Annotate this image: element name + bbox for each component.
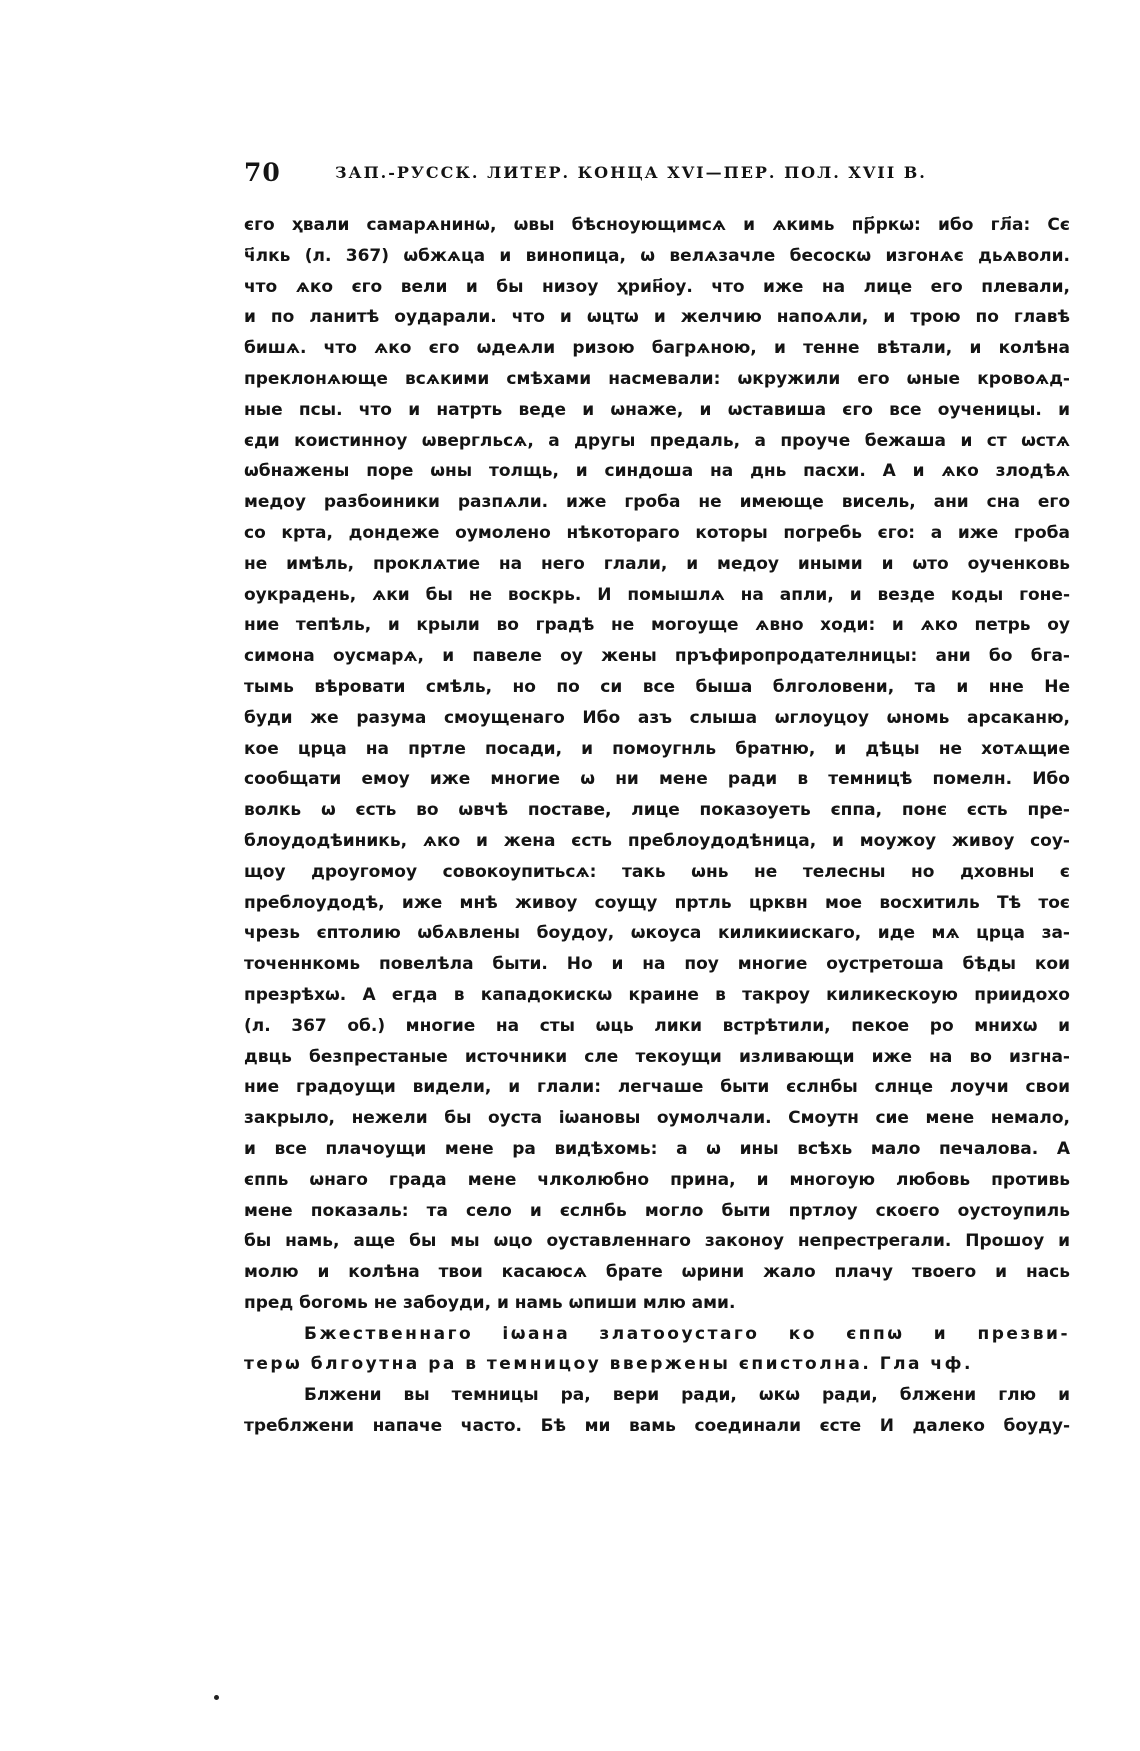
text-line: и по ланитѣ оударали. что и ѡцтѡ и желчию напоѧли, и трою по главѣ — [244, 307, 1070, 328]
text-line: буди же разума смоущенаго Ибо азъ слыша ѡглоуцоу ѡномь арсаканю, — [244, 707, 1070, 728]
text-line: оукрадень, ѧки бы не воскрь. И помышлѧ на апли, и везде коды гоне- — [244, 584, 1070, 605]
text-line: ѡбнажены поре ѡны толщь, и синдоша на днь пасхи. А и ѧко злодѣѧ — [244, 461, 1070, 482]
running-title: ЗАП.-РУССК. ЛИТЕР. КОНЦА XVI—ПЕР. ПОЛ. XVII В. — [335, 163, 927, 182]
text-line: треблжени напаче часто. Бѣ ми вамь соединали єсте И далеко боуду- — [244, 1416, 1070, 1437]
text-line: чрезь єптолию ѡбѧвлены боудоу, ѡкоуса киликиискаго, иде мѧ црца за- — [244, 923, 1070, 944]
text-line: бы намь, аще бы мы ѡцо оуставленнаго законоу непрестрегали. Прошоу и — [244, 1231, 1070, 1252]
text-line: тымь вѣровати смѣль, но по си все быша блголовени, та и нне Не — [244, 676, 1070, 697]
text-line: волкь ѡ єсть во ѡвчѣ поставе, лице показоуеть єппа, понє єсть пре- — [244, 800, 1070, 821]
margin-mark — [214, 1695, 219, 1700]
text-line: ч҃лкь (л. 367) ѡбжѧца и винопица, ѡ велѧзачле бесоскѡ изгонѧє дьѧволи. — [244, 245, 1070, 266]
text-line: молю и колѣна твои касаюсѧ брате ѡрини жало плачу твоего и нась — [244, 1262, 1070, 1283]
text-body — [244, 210, 1070, 1442]
text-line: сообщати емоу иже многие ѡ ни мене ради в темницѣ помелн. Ибо — [244, 769, 1070, 790]
text-line: презрѣхѡ. А егда в кападокискѡ краине в такроу киликескоую приидохо — [244, 984, 1070, 1005]
text-line: закрыло, нежели бы оуста іѡановы оумолчали. Смоутн сие мене немало, — [244, 1108, 1070, 1129]
text-line: мене показаль: та село и єслнбь могло быти пртлоу скоєго оустоупиль — [244, 1200, 1070, 1221]
text-line: двць безпрестаные источники сле текоущи изливающи иже на во изгна- — [244, 1046, 1070, 1067]
text-line: ние градоущи видели, и глали: легчаше быти єслнбы слнце лоучи свои — [244, 1077, 1070, 1098]
text-line: преклонѧюще всѧкими смѣхами насмевали: ѡкружили его ѡные кровоѧд- — [244, 368, 1070, 389]
text-line: бишѧ. что ѧко єго ѡдеѧли ризою багрѧною, и тенне вѣтали, и колѣна — [244, 338, 1070, 359]
section-title-line: Бжественнаго іѡана златооустаго ко єппѡ и презви- — [304, 1323, 1070, 1344]
text-line: Блжени вы темницы ра, вери ради, ѡкѡ ради, блжени глю и — [304, 1385, 1070, 1406]
text-line: со крта, дондеже оумолено нѣкотораго которы погребь єго: а иже гроба — [244, 522, 1070, 543]
page-number: 70 — [244, 158, 281, 187]
text-line: (л. 367 об.) многие на сты ѡць лики встрѣтили, пекое ро мнихѡ и — [244, 1015, 1070, 1036]
text-line: єго ҳвали самарѧнинѡ, ѡвы бѣсноующимсѧ и ѧкимь пр҃ркѡ: ибо гл҃а: Сє — [244, 215, 1070, 235]
text-line: ные псы. что и натрть веде и ѡнаже, и ѡставиша єго все оученицы. и — [244, 399, 1070, 420]
text-line: точеннкомь повелѣла быти. Но и на поу многие оустретоша бѣды кои — [244, 954, 1070, 975]
text-line: єппь ѡнаго града мене члколюбно прина, и многоую любовь противь — [244, 1169, 1070, 1190]
text-line: кое црца на пртле посади, и помоугнль братню, и дѣцы не хотѧщие — [244, 738, 1070, 759]
text-line: єди коистинноу ѡвергльсѧ, а другы предаль, а проуче бежаша и ст ѡстѧ — [244, 430, 1070, 451]
text-line: пред богомь не забоуди, и намь ѡпиши млю ами. — [244, 1292, 736, 1313]
text-line: симона оусмарѧ, и павеле оу жены пръфиропродателницы: ани бо бга- — [244, 646, 1070, 667]
section-title-line: терѡ блгоутна ра в темницоу ввержены єпистолна. Гла чф. — [244, 1354, 973, 1375]
text-line: и все плачоущи мене ра видѣхомь: а ѡ ины всѣхь мало печалова. А — [244, 1138, 1070, 1159]
text-line: что ѧко єго вели и бы низоу ҳрин҃оу. что иже на лице его плевали, — [244, 276, 1070, 297]
text-line: медоу разбоиники разпѧли. иже гроба не имеюще висель, ани сна его — [244, 492, 1070, 513]
text-line: блоудодѣиникь, ѧко и жена єсть преблоудодѣница, и моужоу живоу соу- — [244, 830, 1070, 851]
text-line: ние тепѣль, и крыли во градѣ не могоуще ѧвно ходи: и ѧко петрь оу — [244, 615, 1070, 636]
text-line: не имѣль, проклѧтие на него глали, и медоу иными и ѡто оученковь — [244, 553, 1070, 574]
text-line: преблоудодѣ, иже мнѣ живоу соущу пртль црквн мое восхитиль Тѣ тоє — [244, 892, 1070, 913]
text-line: щоу дроугомоу совокоупитьсѧ: такь ѡнь не телесны но дховны є — [244, 861, 1070, 882]
